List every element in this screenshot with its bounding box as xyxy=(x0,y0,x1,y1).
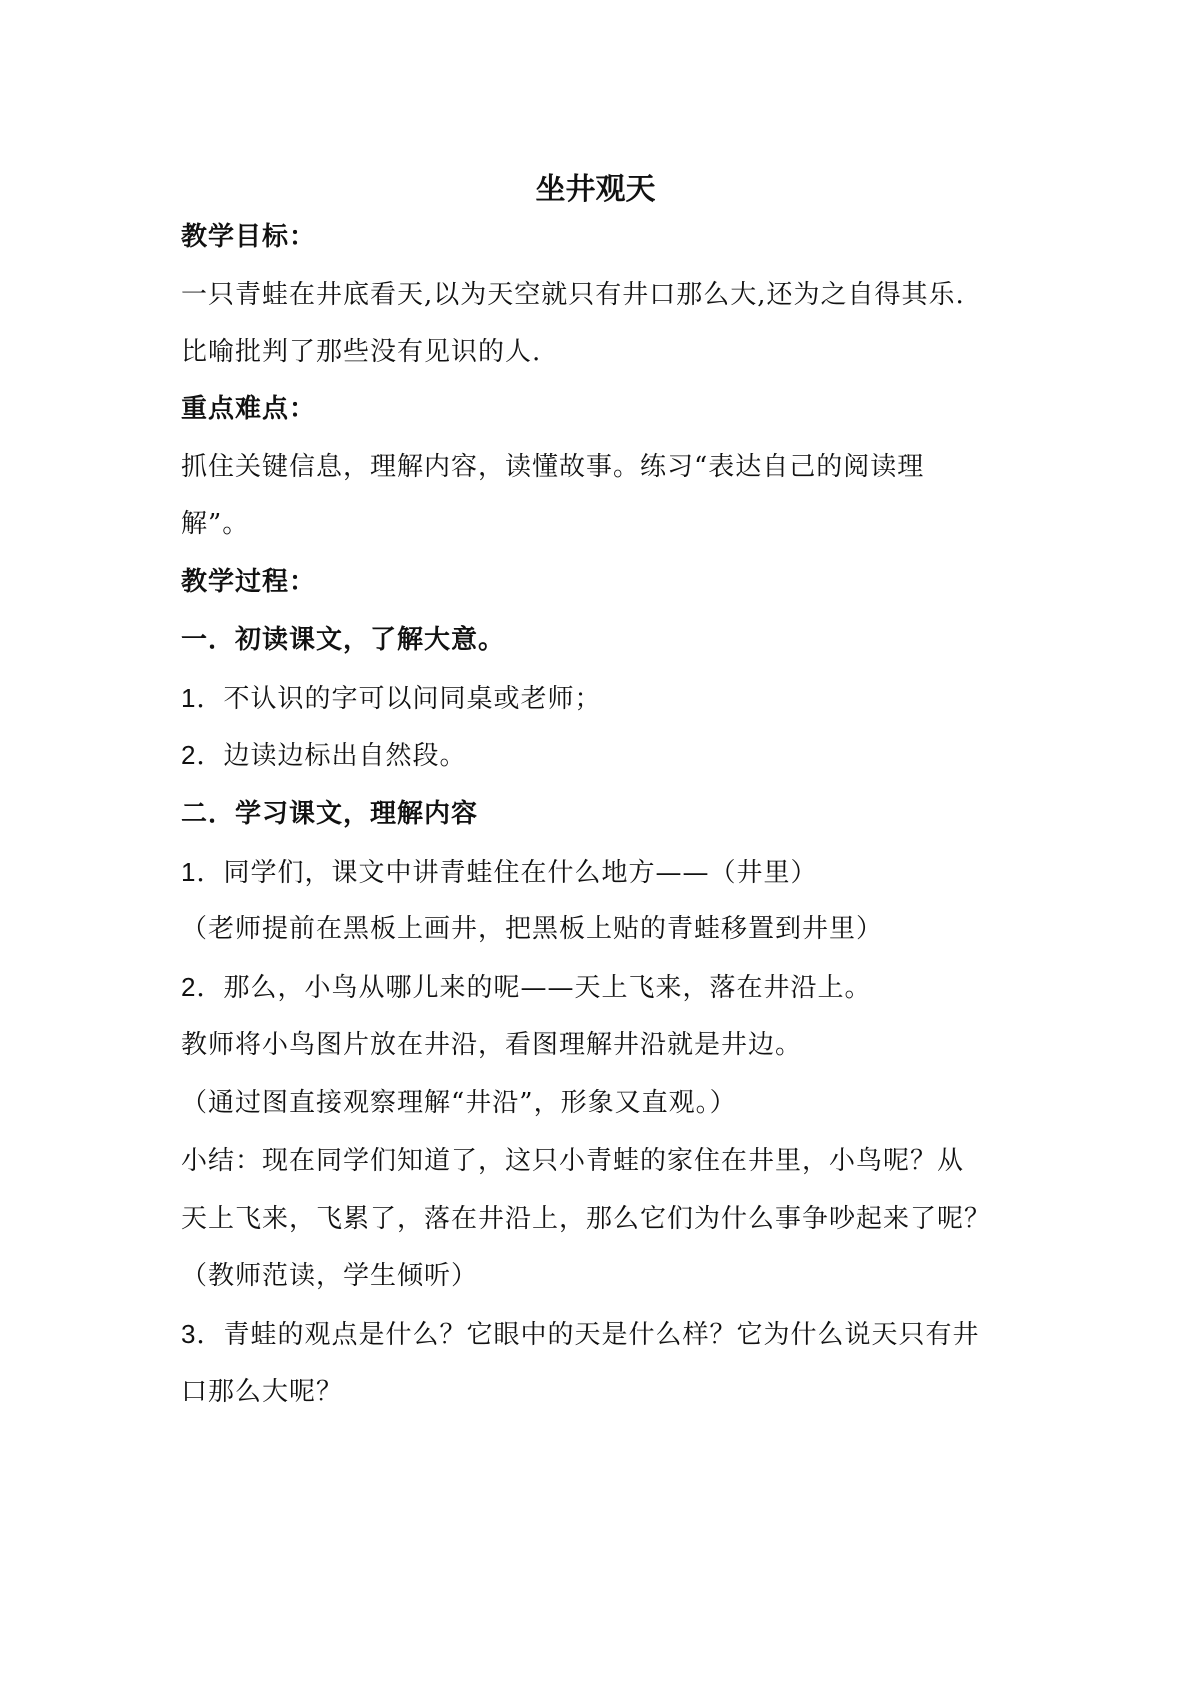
summary-line-1: 小结：现在同学们知道了，这只小青蛙的家住在井里，小鸟呢？从 xyxy=(181,1146,965,1176)
list-number: 3． xyxy=(181,1319,224,1349)
section-2-heading: 二．学习课文，理解内容 xyxy=(181,799,479,829)
section-2-note-2: （通过图直接观察理解“井沿”，形象又直观。） xyxy=(181,1088,737,1118)
section-2-item-3 xyxy=(181,1319,979,1350)
section-2-item-3-continued: 口那么大呢？ xyxy=(181,1377,344,1407)
list-item-text: 同学们，课文中讲青蛙住在什么地方——（井里） xyxy=(223,858,818,888)
section-2-item-1 xyxy=(181,857,817,888)
document-title: 坐井观天 xyxy=(535,172,656,207)
list-number: 1． xyxy=(181,683,224,713)
keypoints-line-2: 解”。 xyxy=(181,509,250,539)
summary-line-2: 天上飞来，飞累了，落在井沿上，那么它们为什么事争吵起来了呢？ xyxy=(181,1204,992,1234)
list-number: 1． xyxy=(181,857,224,887)
list-item-text: 那么，小鸟从哪儿来的呢——天上飞来，落在井沿上。 xyxy=(223,973,872,1003)
section-1-item-1 xyxy=(181,683,601,714)
section-2-note-3: （教师范读，学生倾听） xyxy=(181,1261,479,1291)
keypoints-heading: 重点难点： xyxy=(181,394,317,424)
objectives-heading: 教学目标： xyxy=(181,222,317,252)
list-item-text: 边读边标出自然段。 xyxy=(223,741,467,771)
list-number: 2． xyxy=(181,740,224,770)
keypoints-line-1: 抓住关键信息，理解内容，读懂故事。练习“表达自己的阅读理 xyxy=(181,452,925,482)
process-heading: 教学过程： xyxy=(181,567,317,597)
list-item-text: 青蛙的观点是什么？它眼中的天是什么样？它为什么说天只有井 xyxy=(223,1320,980,1350)
objectives-line-1: 一只青蛙在井底看天,以为天空就只有井口那么大,还为之自得其乐. xyxy=(181,280,965,310)
objectives-line-2: 比喻批判了那些没有见识的人. xyxy=(181,337,542,367)
section-2-paragraph-1: 教师将小鸟图片放在井沿，看图理解井沿就是井边。 xyxy=(181,1030,803,1060)
section-1-item-2 xyxy=(181,740,466,771)
list-number: 2． xyxy=(181,972,224,1002)
list-item-text: 不认识的字可以问同桌或老师； xyxy=(223,684,602,714)
section-2-item-2 xyxy=(181,972,871,1003)
section-2-note-1: （老师提前在黑板上画井，把黑板上贴的青蛙移置到井里） xyxy=(181,914,884,944)
section-1-heading: 一．初读课文，了解大意。 xyxy=(181,625,506,655)
